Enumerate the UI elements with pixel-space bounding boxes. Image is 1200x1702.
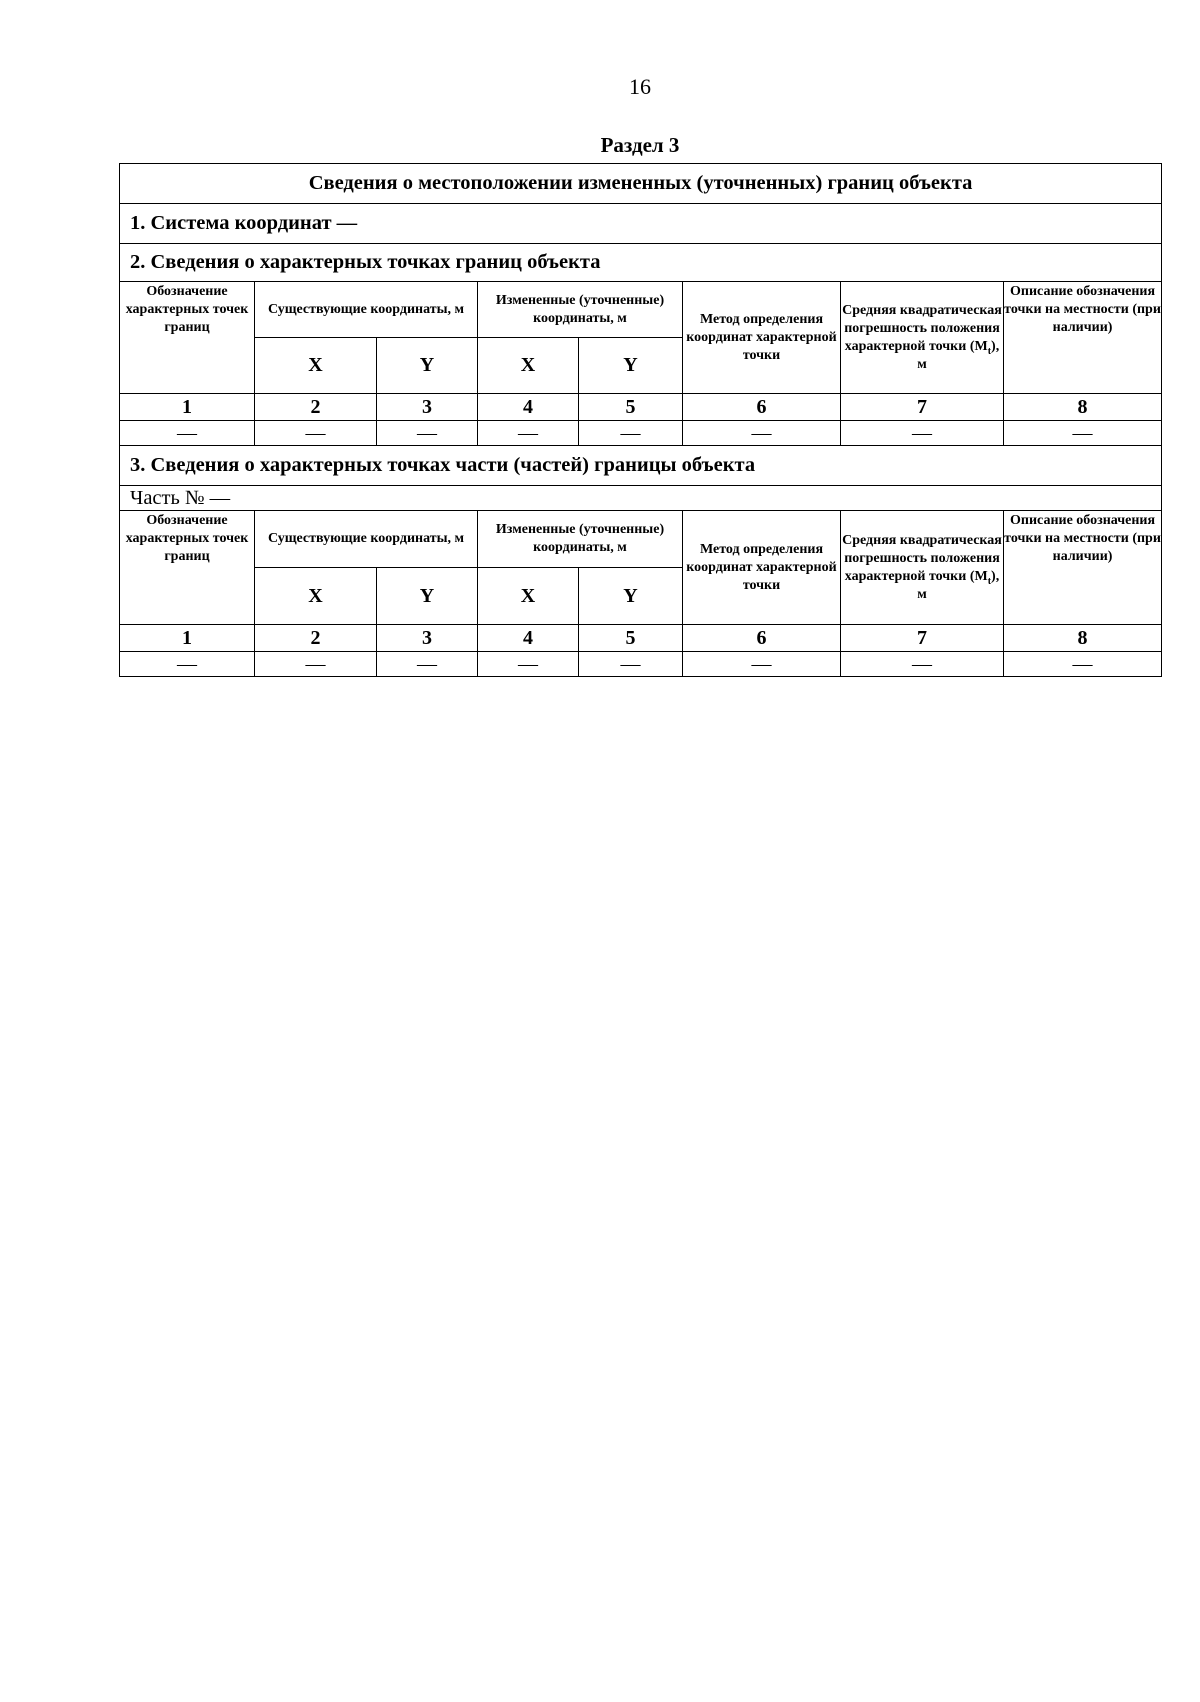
empty-cell: —: [841, 652, 1004, 677]
section-title: Раздел 3: [600, 133, 680, 157]
column-number: 4: [478, 625, 579, 652]
header-error-text: Средняя квадратическая погрешность положения характерной точки (M: [842, 302, 1002, 354]
table-title: Сведения о местоположении измененных (уточненных) границ объекта: [120, 164, 1162, 204]
empty-cell: —: [841, 421, 1004, 446]
column-number: 8: [1004, 394, 1162, 421]
header-changed-coords: Измененные (уточненные) координаты, м: [478, 511, 683, 568]
column-number: 6: [683, 625, 841, 652]
page-number: 16: [629, 74, 651, 99]
column-number: 5: [579, 394, 683, 421]
empty-cell: —: [478, 652, 579, 677]
empty-cell: —: [1004, 652, 1162, 677]
header-error: [841, 282, 1004, 394]
empty-cell: —: [255, 652, 377, 677]
column-number: 5: [579, 625, 683, 652]
column-number: 7: [841, 625, 1004, 652]
header-method: Метод определения координат характерной точки: [683, 282, 841, 394]
header-designation: Обозначение характерных точек границ: [120, 511, 255, 625]
header-error-text: Средняя квадратическая погрешность положения характерной точки (M: [842, 532, 1002, 584]
empty-cell: —: [683, 421, 841, 446]
column-number: 3: [377, 394, 478, 421]
column-number: 2: [255, 625, 377, 652]
empty-cell: —: [683, 652, 841, 677]
column-numbers-row: [120, 394, 1162, 421]
empty-cell: —: [377, 421, 478, 446]
column-number: 6: [683, 394, 841, 421]
part-label: Часть № —: [120, 486, 1162, 511]
header-changed-y: Y: [579, 568, 683, 625]
header-description: Описание обозначения точки на местности (при наличии): [1004, 511, 1162, 625]
empty-cell: —: [377, 652, 478, 677]
header-error-subscript: t: [987, 575, 992, 587]
column-number: 1: [120, 625, 255, 652]
column-number: 2: [255, 394, 377, 421]
table-row: [120, 652, 1162, 677]
header-changed-y: Y: [579, 338, 683, 394]
header-existing-coords: Существующие координаты, м: [255, 282, 478, 338]
header-error-subscript: t: [987, 345, 992, 357]
empty-cell: —: [255, 421, 377, 446]
column-number: 8: [1004, 625, 1162, 652]
column-number: 3: [377, 625, 478, 652]
coordinate-system: 1. Система координат —: [120, 204, 1162, 244]
column-number: 1: [120, 394, 255, 421]
column-number: 7: [841, 394, 1004, 421]
column-number: 4: [478, 394, 579, 421]
header-existing-x: X: [255, 568, 377, 625]
header-method: Метод определения координат характерной точки: [683, 511, 841, 625]
header-error-unit: ), м: [917, 338, 1000, 372]
empty-cell: —: [478, 421, 579, 446]
boundary-form: [119, 163, 1161, 677]
header-existing-y: Y: [377, 568, 478, 625]
block2-title: 2. Сведения о характерных точках границ объекта: [120, 244, 1162, 282]
header-changed-x: X: [478, 338, 579, 394]
header-error: [841, 511, 1004, 625]
boundary-table: [119, 163, 1162, 677]
header-existing-coords: Существующие координаты, м: [255, 511, 478, 568]
empty-cell: —: [579, 652, 683, 677]
empty-cell: —: [120, 421, 255, 446]
header-description: Описание обозначения точки на местности (при наличии): [1004, 282, 1162, 394]
header-changed-coords: Измененные (уточненные) координаты, м: [478, 282, 683, 338]
column-numbers-row: [120, 625, 1162, 652]
header-designation: Обозначение характерных точек границ: [120, 282, 255, 394]
table-row: [120, 421, 1162, 446]
header-error-unit: ), м: [917, 568, 1000, 602]
header-existing-x: X: [255, 338, 377, 394]
empty-cell: —: [120, 652, 255, 677]
header-changed-x: X: [478, 568, 579, 625]
empty-cell: —: [1004, 421, 1162, 446]
block3-title: 3. Сведения о характерных точках части (частей) границы объекта: [120, 446, 1162, 486]
empty-cell: —: [579, 421, 683, 446]
header-existing-y: Y: [377, 338, 478, 394]
